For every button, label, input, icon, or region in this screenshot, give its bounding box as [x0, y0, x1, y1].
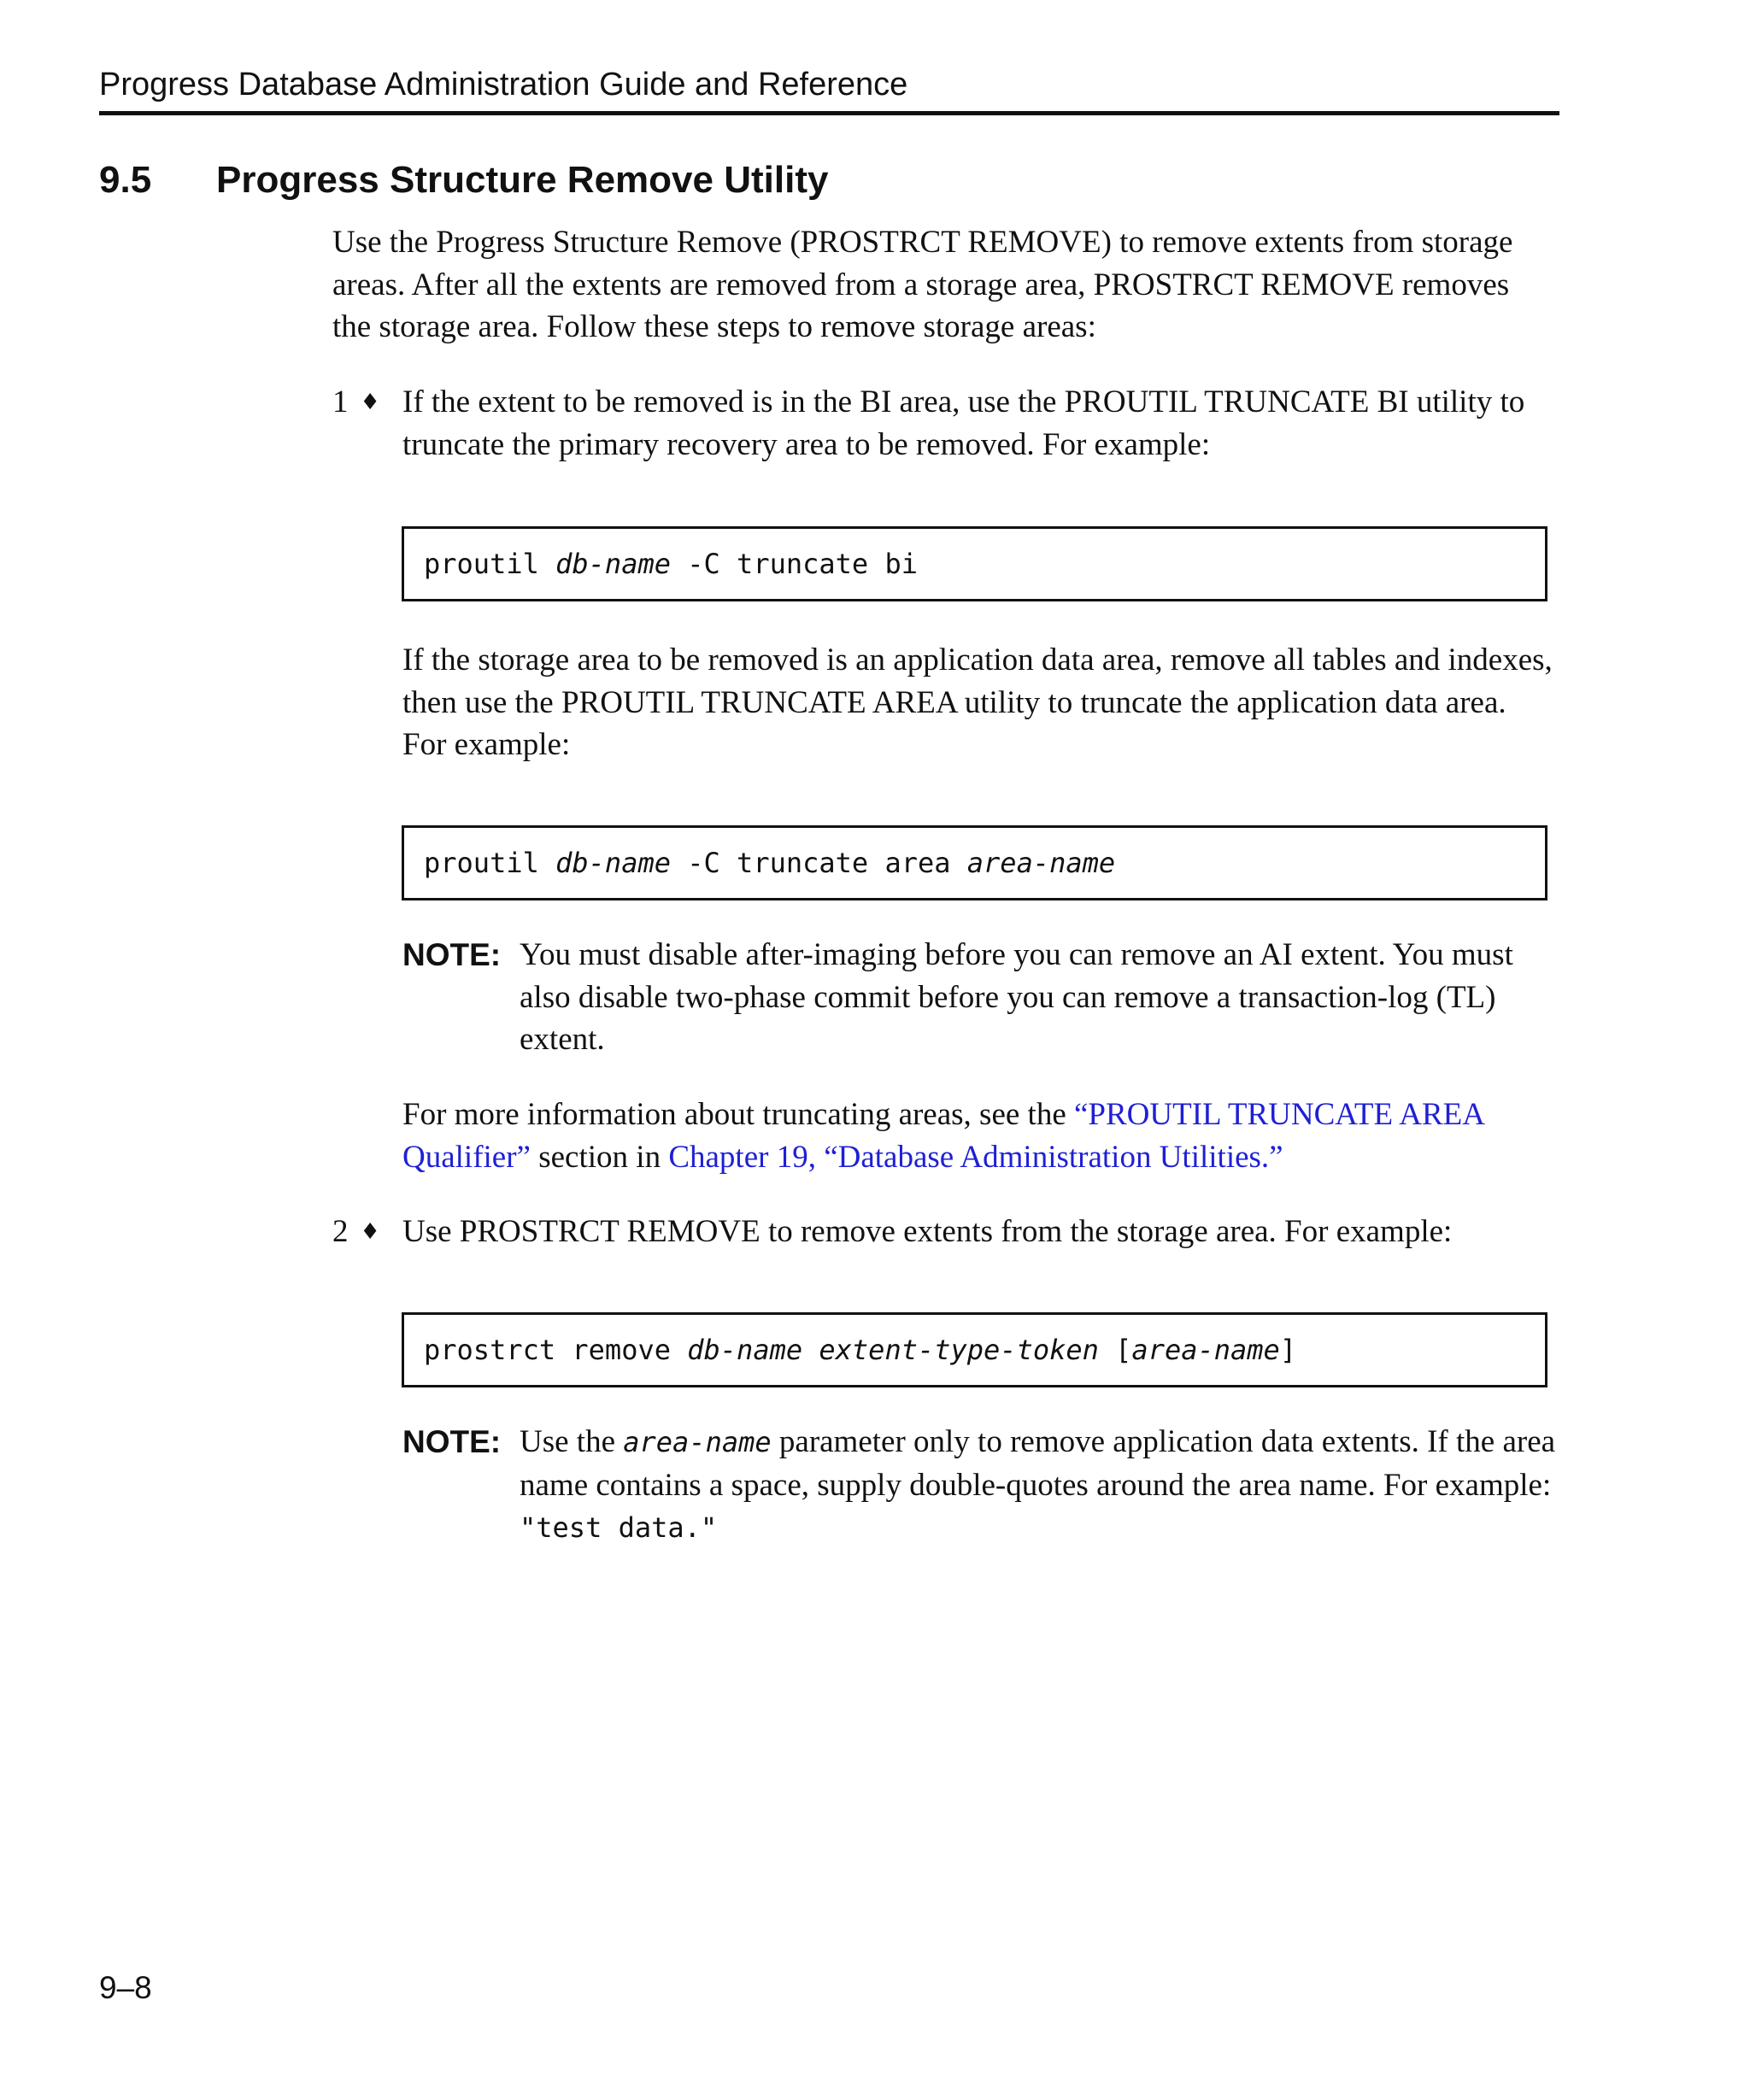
step-1-area-paragraph — [402, 639, 1565, 766]
code-argument: db-name — [555, 847, 671, 879]
header-title: Progress Database Administration Guide and Reference — [99, 67, 908, 103]
diamond-bullet-icon: ♦ — [360, 390, 380, 415]
note-parameter: area-name — [623, 1426, 772, 1458]
step-number: 1 — [332, 384, 349, 419]
note-label: NOTE: — [402, 937, 502, 972]
code-rest: [ — [1098, 1334, 1132, 1366]
note-text — [520, 934, 1562, 1061]
code-argument: extent-type-token — [819, 1334, 1099, 1366]
step-1-marker — [332, 381, 380, 425]
code-block-prostrct-remove — [402, 1312, 1547, 1387]
code-command: proutil — [424, 847, 556, 879]
code-argument: area-name — [1131, 1334, 1280, 1366]
code-block-truncate-bi — [402, 526, 1547, 601]
step-2-marker — [332, 1211, 380, 1254]
step-line: Use PROSTRCT REMOVE to remove extents from the storage area. For example: — [402, 1214, 1453, 1249]
step-line: If the extent to be removed is in the BI area, use the PROUTIL TRUNCATE BI utility to — [402, 384, 1525, 419]
intro-line: Use the Progress Structure Remove (PROSTRCT REMOVE) to remove extents from storage — [332, 225, 1513, 260]
code-argument: area-name — [966, 847, 1116, 879]
link-text[interactable]: Qualifier” — [402, 1139, 531, 1175]
paragraph-line: If the storage area to be removed is an application data area, remove all tables and indexes, — [402, 642, 1553, 678]
diamond-bullet-icon: ♦ — [360, 1219, 380, 1245]
more-info-text: For more information about truncating areas, see the — [402, 1097, 1074, 1132]
note-line: parameter only to remove application data extents. If the area — [771, 1424, 1556, 1459]
note-example: "test data." — [520, 1511, 718, 1544]
section-heading — [99, 159, 828, 202]
note-line: Use the — [520, 1424, 624, 1459]
code-command: prostrct remove — [424, 1334, 688, 1366]
step-number: 2 — [332, 1214, 349, 1249]
note-line: name contains a space, supply double-quotes around the area name. For example: — [520, 1467, 1552, 1503]
section-number: 9.5 — [99, 159, 152, 201]
step-2-text — [402, 1211, 1565, 1253]
code-rest: -C truncate bi — [670, 548, 918, 580]
header-rule — [99, 111, 1559, 115]
step-line: truncate the primary recovery area to be removed. For example: — [402, 426, 1211, 462]
chapter-19-link[interactable]: Chapter 19, “Database Administration Utilities.” — [668, 1139, 1283, 1175]
note-line: extent. — [520, 1022, 605, 1057]
link-text[interactable]: “PROUTIL TRUNCATE AREA — [1074, 1097, 1485, 1132]
intro-line: areas. After all the extents are removed from a storage area, PROSTRCT REMOVE removes — [332, 267, 1510, 302]
note-line: also disable two-phase commit before you can remove a transaction-log (TL) — [520, 979, 1496, 1015]
code-rest — [802, 1334, 819, 1366]
code-rest: ] — [1279, 1334, 1297, 1366]
section-title: Progress Structure Remove Utility — [216, 159, 829, 201]
code-rest: -C truncate area — [670, 847, 967, 879]
intro-line: the storage area. Follow these steps to remove storage areas: — [332, 309, 1096, 344]
step-1-text — [402, 381, 1565, 466]
more-info-text: section in — [530, 1139, 669, 1175]
note-text — [520, 1421, 1562, 1550]
note-line: You must disable after-imaging before you can remove an AI extent. You must — [520, 937, 1513, 972]
paragraph-line: For example: — [402, 727, 571, 762]
code-command: proutil — [424, 548, 556, 580]
code-block-truncate-area — [402, 825, 1547, 900]
more-info-paragraph — [402, 1094, 1565, 1178]
intro-paragraph — [332, 221, 1563, 349]
code-argument: db-name — [555, 548, 671, 580]
note-label: NOTE: — [402, 1424, 502, 1459]
page-number: 9–8 — [99, 1970, 152, 2005]
paragraph-line: then use the PROUTIL TRUNCATE AREA utility to truncate the application data area. — [402, 684, 1506, 720]
code-argument: db-name — [687, 1334, 803, 1366]
